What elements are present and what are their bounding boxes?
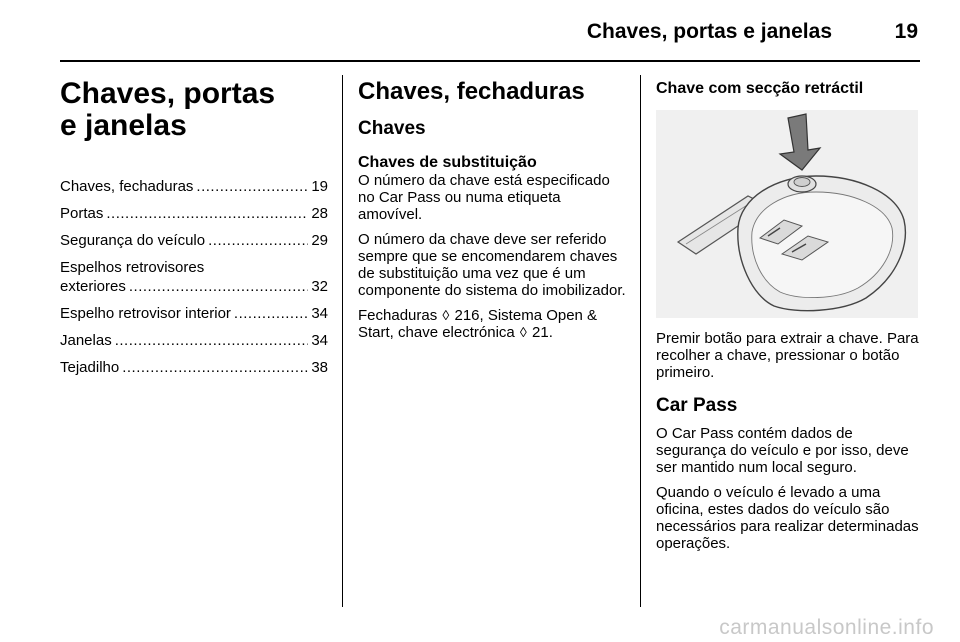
toc-leader <box>122 359 308 376</box>
toc-page: 29 <box>311 232 328 249</box>
section-title: Chaves, fechaduras <box>358 78 585 105</box>
toc-leader <box>196 178 308 195</box>
paragraph: Quando o veículo é levado a uma oficina, estes dados do veículo são necessários para realizar determinadas operações. <box>656 484 919 552</box>
toc-leader <box>106 205 308 222</box>
toc-entry[interactable] <box>60 178 328 195</box>
paragraph: Premir botão para extrair a chave. Para recolher a chave, pressionar o botão primeiro. <box>656 330 919 381</box>
toc-page: 28 <box>311 205 328 222</box>
paragraph <box>358 307 626 341</box>
page-reference-icon: ◊ <box>442 307 450 323</box>
toc-page: 38 <box>311 359 328 376</box>
subsubsection-title: Chaves de substituição <box>358 154 537 171</box>
chapter-title-line: Chaves, portas <box>60 77 276 110</box>
text-run: 216, Sistema Open & Start, chave electrónica <box>358 307 598 341</box>
right-column <box>656 72 922 560</box>
toc-label: Tejadilho <box>60 359 120 376</box>
running-header <box>60 14 920 58</box>
toc-leader <box>234 305 308 322</box>
toc-entry[interactable] <box>60 332 328 349</box>
column-divider <box>342 75 343 607</box>
key-illustration <box>656 110 918 318</box>
page-number: 19 <box>894 20 918 43</box>
toc-label: Espelhos retrovisores <box>60 259 205 276</box>
chapter-title-line: e janelas <box>60 109 187 142</box>
toc-page: 34 <box>311 305 328 322</box>
text-run: Fechaduras <box>358 307 438 324</box>
toc-label: Janelas <box>60 332 112 349</box>
header-title: Chaves, portas e janelas <box>586 20 832 43</box>
toc-leader <box>129 278 308 295</box>
chapter-title <box>60 78 280 142</box>
toc-label: Chaves, fechaduras <box>60 178 194 195</box>
page-reference-icon: ◊ <box>519 324 527 340</box>
toc-label: exteriores <box>60 278 126 295</box>
paragraph: O Car Pass contém dados de segurança do veículo e por isso, deve ser mantido num local seguro. <box>656 425 909 476</box>
toc-entry[interactable] <box>60 232 328 249</box>
toc-leader <box>115 332 309 349</box>
column-divider <box>640 75 641 607</box>
subsection-title: Chaves <box>358 118 426 139</box>
toc-entry[interactable] <box>60 305 328 322</box>
paragraph: O número da chave deve ser referido sempre que se encomendarem chaves de substituição uma vez que é um componente do sistema do imobilizador. <box>358 231 626 299</box>
middle-column <box>358 72 626 349</box>
toc-label: Portas <box>60 205 104 222</box>
toc-label: Espelho retrovisor interior <box>60 305 231 322</box>
toc-page: 34 <box>311 332 328 349</box>
toc-entry[interactable] <box>60 359 328 376</box>
left-column <box>60 72 328 386</box>
watermark: carmanualsonline.info <box>719 616 934 639</box>
toc-entry[interactable] <box>60 205 328 222</box>
header-rule <box>60 60 920 62</box>
toc-leader <box>208 232 308 249</box>
car-pass-title: Car Pass <box>656 395 738 416</box>
text-run: 21. <box>532 324 553 341</box>
section-heading: Chave com secção retráctil <box>656 80 864 97</box>
toc-page: 32 <box>311 278 328 295</box>
toc-page: 19 <box>311 178 328 195</box>
table-of-contents <box>60 178 328 376</box>
toc-label: Segurança do veículo <box>60 232 206 249</box>
paragraph: O número da chave está especificado no Car Pass ou numa etiqueta amovível. <box>358 172 610 223</box>
toc-entry[interactable] <box>60 259 328 295</box>
flip-key-icon <box>656 110 918 318</box>
